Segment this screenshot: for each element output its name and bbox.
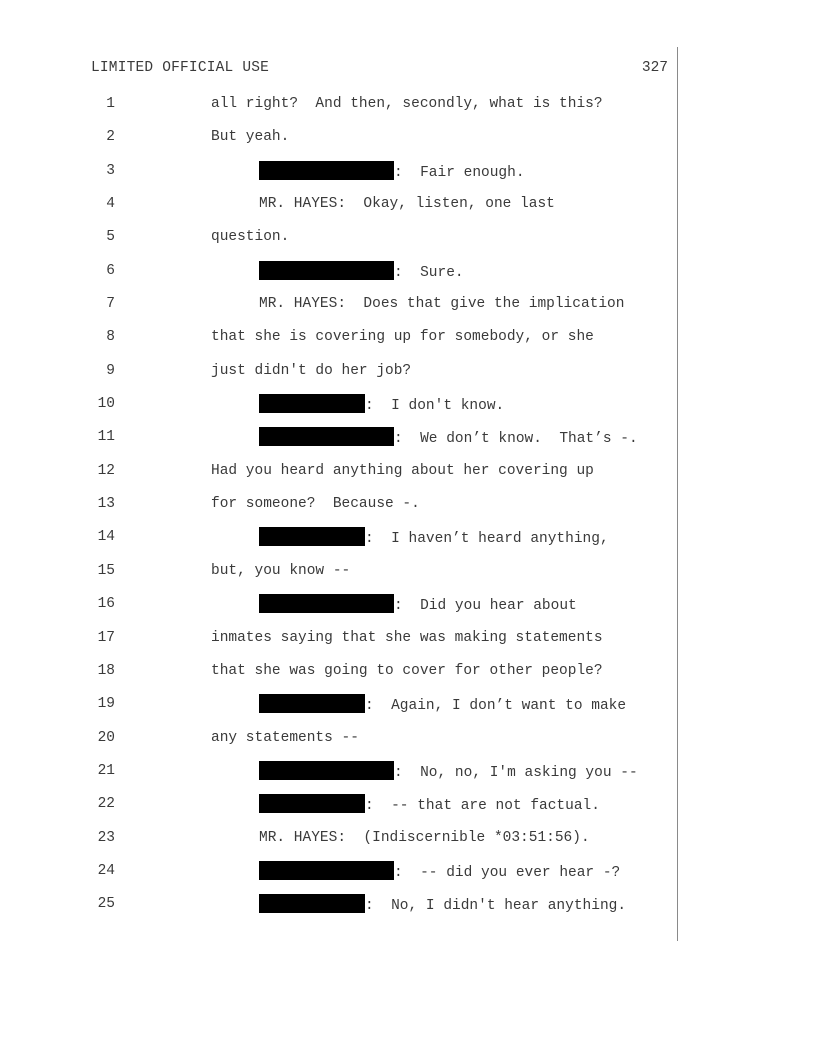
- line-text: MR. HAYES: Does that give the implication: [259, 296, 625, 313]
- speaker-line: [259, 894, 626, 916]
- transcript-line: [0, 526, 816, 559]
- transcript-body: [0, 93, 816, 927]
- redaction-box: [259, 161, 394, 180]
- line-number: 22: [97, 796, 115, 813]
- line-number: 17: [97, 629, 115, 646]
- transcript-line: [0, 160, 816, 193]
- line-text: : Fair enough.: [394, 164, 525, 181]
- speaker-line: [259, 261, 464, 283]
- line-number: 24: [97, 862, 115, 879]
- line-number: 23: [97, 829, 115, 846]
- transcript-line: [0, 493, 816, 526]
- line-number: 5: [106, 229, 115, 246]
- transcript-line: [0, 627, 816, 660]
- speaker-line: [259, 394, 504, 416]
- line-number: 10: [97, 396, 115, 413]
- line-text: : No, no, I'm asking you --: [394, 764, 638, 781]
- transcript-line: [0, 827, 816, 860]
- line-number: 6: [106, 262, 115, 279]
- line-text: that she was going to cover for other people?: [211, 662, 603, 679]
- transcript-line: [0, 360, 816, 393]
- transcript-line: [0, 226, 816, 259]
- line-text: for someone? Because -.: [211, 496, 420, 513]
- transcript-line: [0, 760, 816, 793]
- transcript-line: [0, 793, 816, 826]
- line-text: MR. HAYES: Okay, listen, one last: [259, 196, 555, 213]
- line-text: but, you know --: [211, 562, 351, 579]
- transcript-line: [0, 126, 816, 159]
- transcript-line: [0, 660, 816, 693]
- redaction-box: [259, 861, 394, 880]
- line-text: : -- did you ever hear -?: [394, 864, 621, 881]
- line-text: : I haven’t heard anything,: [365, 531, 609, 548]
- transcript-line: [0, 260, 816, 293]
- line-text: Had you heard anything about her covering up: [211, 462, 594, 479]
- transcript-line: [0, 560, 816, 593]
- line-number: 18: [97, 662, 115, 679]
- line-number: 19: [97, 696, 115, 713]
- redaction-box: [259, 761, 394, 780]
- redaction-box: [259, 594, 394, 613]
- line-number: 13: [97, 496, 115, 513]
- line-number: 15: [97, 562, 115, 579]
- transcript-line: [0, 593, 816, 626]
- classification-label: LIMITED OFFICIAL USE: [91, 60, 270, 76]
- redaction-box: [259, 427, 394, 446]
- line-number: 8: [106, 329, 115, 346]
- line-number: 4: [106, 196, 115, 213]
- line-text: : Again, I don’t want to make: [365, 698, 627, 715]
- redaction-box: [259, 261, 394, 280]
- transcript-line: [0, 460, 816, 493]
- line-text: MR. HAYES: (Indiscernible *03:51:56).: [259, 829, 590, 846]
- transcript-line: [0, 893, 816, 926]
- line-text: : Sure.: [394, 264, 464, 281]
- transcript-line: [0, 693, 816, 726]
- redaction-box: [259, 894, 365, 913]
- line-text: : I don't know.: [365, 398, 505, 415]
- line-text: any statements --: [211, 729, 359, 746]
- speaker-line: [259, 594, 577, 616]
- line-text: question.: [211, 229, 290, 246]
- speaker-line: [259, 861, 620, 883]
- redaction-box: [259, 794, 365, 813]
- line-text: inmates saying that she was making statements: [211, 629, 603, 646]
- transcript-line: [0, 426, 816, 459]
- line-number: 20: [97, 729, 115, 746]
- speaker-line: [259, 527, 609, 549]
- line-text: : We don’t know. That’s -.: [394, 431, 638, 448]
- line-text: that she is covering up for somebody, or she: [211, 329, 594, 346]
- speaker-line: [259, 761, 638, 783]
- line-text: all right? And then, secondly, what is this?: [211, 96, 603, 112]
- transcript-line: [0, 860, 816, 893]
- transcript-line: [0, 193, 816, 226]
- line-number: 12: [97, 462, 115, 479]
- line-number: 16: [97, 596, 115, 613]
- redaction-box: [259, 394, 365, 413]
- line-text: : No, I didn't hear anything.: [365, 898, 627, 915]
- transcript-line: [0, 293, 816, 326]
- line-number: 11: [97, 429, 115, 446]
- speaker-line: [259, 161, 525, 183]
- line-number: 2: [106, 129, 115, 146]
- speaker-line: [259, 427, 638, 449]
- speaker-line: [259, 794, 600, 816]
- line-number: 9: [106, 362, 115, 379]
- transcript-line: [0, 393, 816, 426]
- page-header: [91, 60, 668, 80]
- page-number: 327: [641, 60, 668, 76]
- line-number: 3: [106, 162, 115, 179]
- line-number: 14: [97, 529, 115, 546]
- line-number: 7: [106, 296, 115, 313]
- line-text: : -- that are not factual.: [365, 798, 600, 815]
- transcript-line: [0, 93, 816, 126]
- transcript-line: [0, 727, 816, 760]
- line-text: just didn't do her job?: [211, 362, 412, 379]
- speaker-line: [259, 694, 626, 716]
- redaction-box: [259, 694, 365, 713]
- line-text: : Did you hear about: [394, 598, 577, 615]
- redaction-box: [259, 527, 365, 546]
- line-text: But yeah.: [211, 129, 290, 146]
- line-number: 21: [97, 762, 115, 779]
- transcript-line: [0, 326, 816, 359]
- line-number: 1: [106, 96, 115, 112]
- line-number: 25: [97, 896, 115, 913]
